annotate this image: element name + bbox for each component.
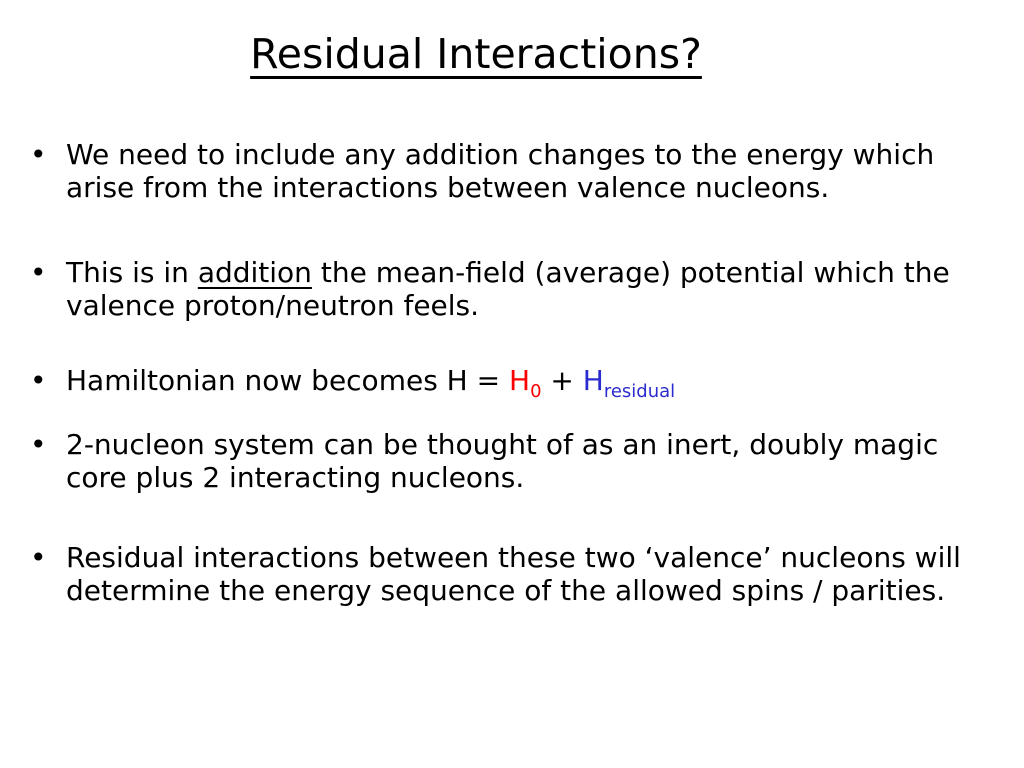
bullet-dot-icon: • [30, 428, 47, 461]
h0-subscript: 0 [530, 381, 542, 402]
bullet-text-post: the mean-field (average) potential which the valence proton/neutron feels. [66, 256, 950, 322]
bullet-text: We need to include any addition changes to the energy which arise from the interactions between valence nucleons. [66, 138, 935, 204]
bullet-item-two-nucleon [30, 428, 990, 494]
plus-sign: + [541, 364, 583, 397]
hamiltonian-h-residual [582, 364, 676, 402]
bullet-text-pre: Hamiltonian now becomes H = [66, 364, 509, 397]
hres-subscript: residual [603, 381, 676, 402]
bullet-dot-icon: • [30, 256, 47, 289]
bullet-item-include-changes [30, 138, 990, 204]
bullet-text: Residual interactions between these two ‘valence’ nucleons will determine the energy sequence of the allowed spins / parities. [66, 541, 961, 607]
bullet-dot-icon: • [30, 364, 47, 397]
bullet-item-hamiltonian [30, 364, 990, 402]
bullet-list [30, 138, 990, 607]
bullet-item-residual-interactions [30, 541, 990, 607]
bullet-text-underlined: addition [197, 256, 312, 289]
bullet-dot-icon: • [30, 541, 47, 574]
bullet-item-mean-field [30, 256, 990, 322]
hamiltonian-h0 [509, 364, 542, 402]
bullet-text: 2-nucleon system can be thought of as an inert, doubly magic core plus 2 interacting nucleons. [66, 428, 939, 494]
bullet-dot-icon: • [30, 138, 47, 171]
hres-main: H [582, 364, 604, 397]
slide-title: Residual Interactions? [250, 30, 702, 78]
bullet-text-pre: This is in [66, 256, 198, 289]
h0-main: H [509, 364, 531, 397]
